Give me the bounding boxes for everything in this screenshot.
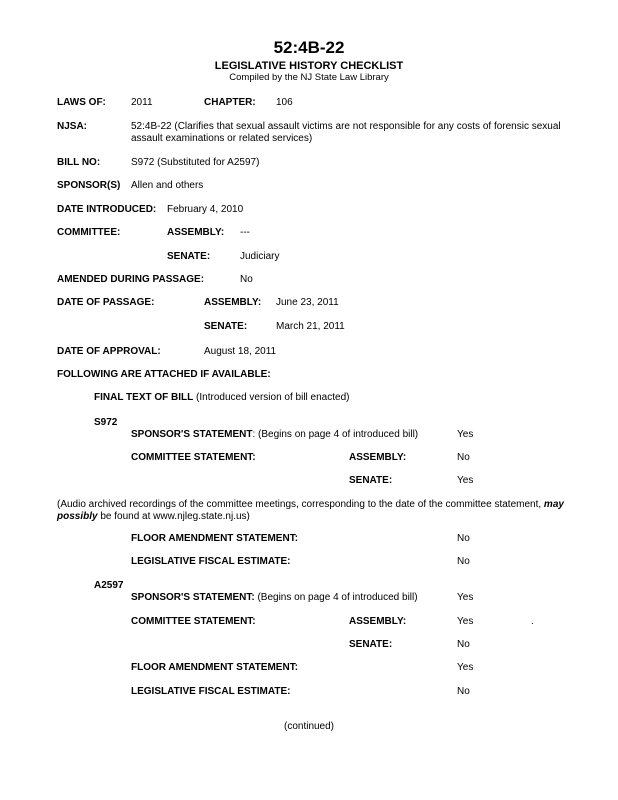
s972-sponsor-note: : (Begins on page 4 of introduced bill) — [252, 429, 419, 440]
amended-label: AMENDED DURING PASSAGE: — [57, 274, 205, 285]
passage-assembly-value: June 23, 2011 — [276, 297, 339, 308]
final-text-line — [94, 392, 349, 404]
a2597-sponsor-value: Yes — [457, 592, 474, 603]
bill-no-value: S972 (Substituted for A2597) — [131, 157, 260, 168]
sponsors-value: Allen and others — [131, 180, 204, 191]
s972-assembly-value: No — [457, 452, 470, 463]
s972-sponsor-value: Yes — [457, 429, 474, 440]
a2597-fiscal-label: LEGISLATIVE FISCAL ESTIMATE: — [131, 686, 291, 697]
date-of-approval-label: DATE OF APPROVAL: — [57, 346, 161, 357]
s972-floor-value: No — [457, 533, 470, 544]
a2597-sponsor-note: (Begins on page 4 of introduced bill) — [254, 592, 418, 603]
audio-note-text-2: be found at www.njleg.state.nj.us) — [97, 511, 250, 522]
continued-footer: (continued) — [283, 721, 335, 732]
final-text-note: (Introduced version of bill enacted) — [193, 392, 350, 403]
njsa-value: 52:4B-22 (Clarifies that sexual assault victims are not responsible for any costs of forensic sexual assault examinations or related services) — [131, 121, 561, 144]
date-of-approval-value: August 18, 2011 — [204, 346, 277, 357]
passage-assembly-label: ASSEMBLY: — [204, 297, 262, 308]
audio-note-emphasis: may possibly — [57, 499, 564, 522]
a2597-bill-label: A2597 — [94, 580, 124, 591]
a2597-senate-label: SENATE: — [349, 639, 393, 650]
s972-sponsor-line — [131, 429, 418, 441]
a2597-floor-label: FLOOR AMENDMENT STATEMENT: — [131, 662, 299, 673]
compiled-by: Compiled by the NJ State Law Library — [229, 72, 389, 83]
committee-assembly-label: ASSEMBLY: — [167, 227, 225, 238]
s972-floor-label: FLOOR AMENDMENT STATEMENT: — [131, 533, 299, 544]
a2597-assembly-value: Yes — [457, 616, 474, 627]
final-text-label: FINAL TEXT OF BILL — [94, 392, 194, 403]
laws-of-label: LAWS OF: — [57, 97, 106, 108]
s972-senate-value: Yes — [457, 475, 474, 486]
committee-senate-value: Judiciary — [240, 251, 280, 262]
committee-senate-label: SENATE: — [167, 251, 211, 262]
a2597-assembly-mark: . — [531, 616, 534, 627]
a2597-sponsor-line — [131, 592, 418, 604]
audio-note-text: (Audio archived recordings of the committee meetings, corresponding to the date of the committee statement, — [57, 499, 544, 510]
a2597-sponsor-label: SPONSOR'S STATEMENT: — [131, 592, 255, 603]
chapter-value: 106 — [276, 97, 293, 108]
s972-assembly-label: ASSEMBLY: — [349, 452, 407, 463]
committee-label: COMMITTEE: — [57, 227, 121, 238]
s972-bill-label: S972 — [94, 417, 118, 428]
audio-archive-note — [57, 499, 605, 523]
njsa-label: NJSA: — [57, 121, 88, 132]
date-introduced-value: February 4, 2010 — [167, 204, 244, 215]
s972-sponsor-label: SPONSOR'S STATEMENT — [131, 429, 253, 440]
a2597-committee-label: COMMITTEE STATEMENT: — [131, 616, 256, 627]
amended-value: No — [240, 274, 253, 285]
page-subtitle: LEGISLATIVE HISTORY CHECKLIST — [214, 60, 404, 72]
s972-fiscal-label: LEGISLATIVE FISCAL ESTIMATE: — [131, 556, 291, 567]
committee-assembly-value: --- — [240, 227, 250, 238]
date-introduced-label: DATE INTRODUCED: — [57, 204, 157, 215]
chapter-label: CHAPTER: — [204, 97, 256, 108]
a2597-fiscal-value: No — [457, 686, 470, 697]
sponsors-label: SPONSOR(S) — [57, 180, 121, 191]
s972-senate-label: SENATE: — [349, 475, 393, 486]
attached-heading: FOLLOWING ARE ATTACHED IF AVAILABLE: — [57, 369, 271, 380]
a2597-senate-value: No — [457, 639, 470, 650]
passage-senate-label: SENATE: — [204, 321, 248, 332]
laws-of-value: 2011 — [131, 97, 153, 108]
date-of-passage-label: DATE OF PASSAGE: — [57, 297, 155, 308]
page-title: 52:4B-22 — [273, 38, 345, 57]
a2597-floor-value: Yes — [457, 662, 474, 673]
bill-no-label: BILL NO: — [57, 157, 101, 168]
passage-senate-value: March 21, 2011 — [276, 321, 345, 332]
s972-committee-label: COMMITTEE STATEMENT: — [131, 452, 256, 463]
s972-fiscal-value: No — [457, 556, 470, 567]
a2597-assembly-label: ASSEMBLY: — [349, 616, 407, 627]
